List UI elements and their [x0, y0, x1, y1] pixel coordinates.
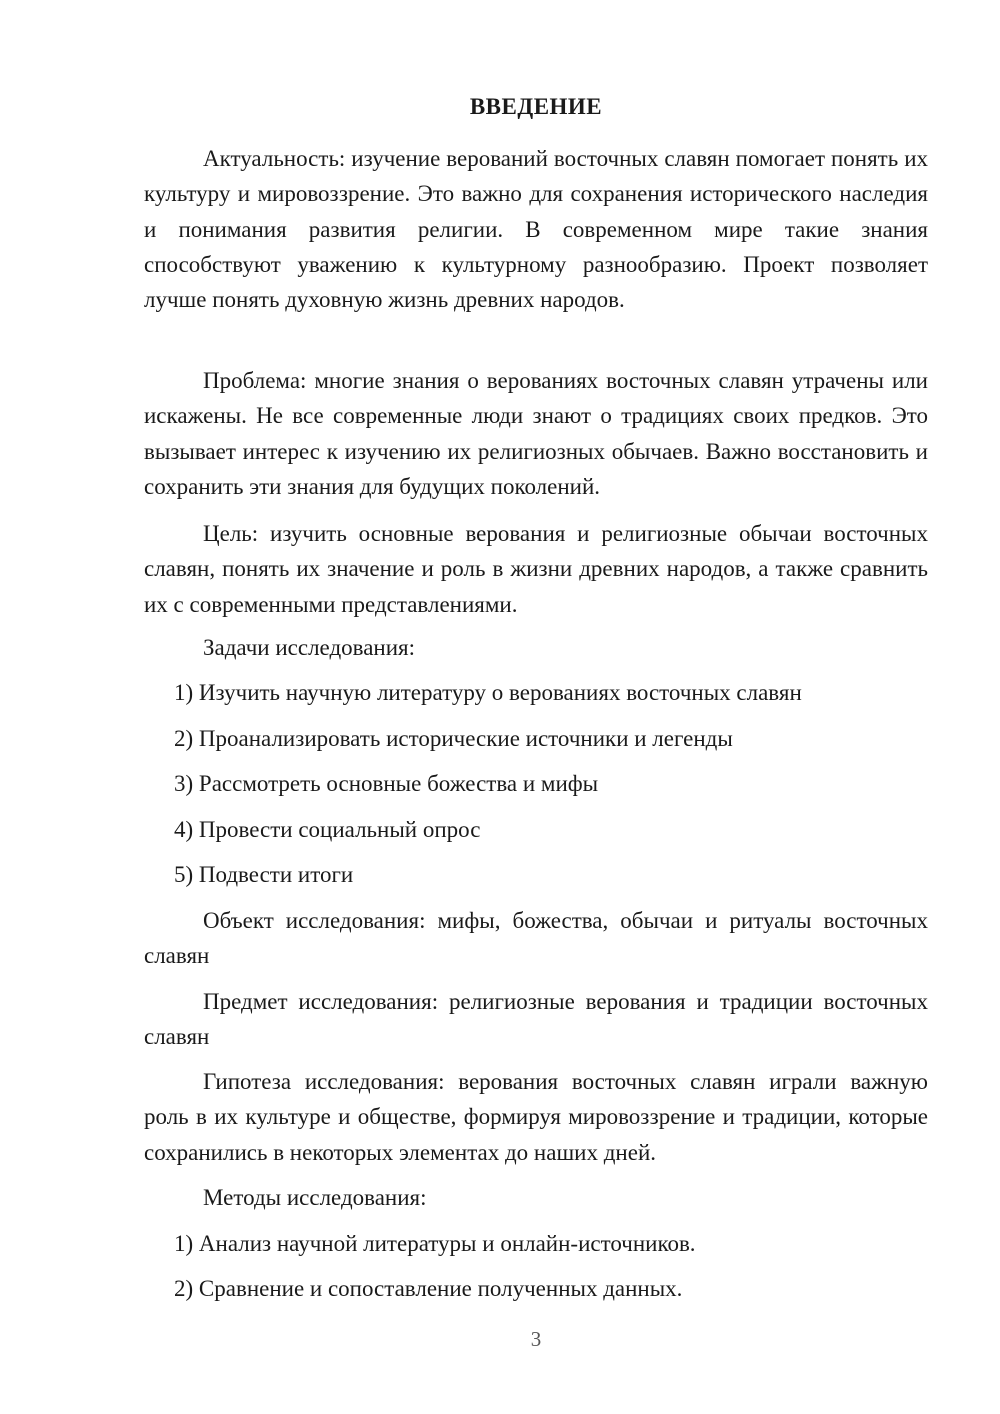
goal-text: Цель: изучить основные верования и религиозные обычаи восточных славян, понять их значение и роль в жизни древних народов, а также сравнить их с современными представлениями. [144, 521, 928, 617]
hypothesis-paragraph [144, 1064, 928, 1170]
task-item-3: 3) Рассмотреть основные божества и мифы [174, 771, 599, 796]
methods-heading: Методы исследования: [203, 1185, 427, 1210]
goal-paragraph [144, 516, 928, 622]
problem-paragraph [144, 363, 928, 504]
subject-text: Предмет исследования: религиозные верования и традиции восточных славян [144, 989, 928, 1050]
problem-text: Проблема: многие знания о верованиях восточных славян утрачены или искажены. Не все современные люди знают о традициях своих предков. Это вызывает интерес к изучению их религиозных обычаев. Важно восстановить и сохранить эти знания для будущих поколений. [144, 368, 928, 499]
tasks-heading: Задачи исследования: [203, 635, 416, 660]
page-title: ВВЕДЕНИЕ [469, 94, 603, 119]
task-item-4: 4) Провести социальный опрос [174, 817, 481, 842]
tasks-heading-paragraph [144, 630, 928, 665]
task-item-1: 1) Изучить научную литературу о верованиях восточных славян [174, 680, 802, 705]
methods-heading-paragraph [144, 1180, 928, 1215]
task-item-2: 2) Проанализировать исторические источники и легенды [174, 726, 733, 751]
subject-paragraph [144, 984, 928, 1055]
relevance-text: Актуальность: изучение верований восточных славян помогает понять их культуру и мировоззрение. Это важно для сохранения исторического наследия и понимания развития религии. В современном мире такие знания способствуют уважению к культурному разнообразию. Проект позволяет лучше понять духовную жизнь древних народов. [144, 146, 928, 313]
object-text: Объект исследования: мифы, божества, обычаи и ритуалы восточных славян [144, 908, 928, 969]
task-item-5: 5) Подвести итоги [174, 862, 354, 887]
object-paragraph [144, 903, 928, 974]
page-number: 3 [530, 1327, 542, 1351]
relevance-paragraph [144, 141, 928, 317]
method-item-1: 1) Анализ научной литературы и онлайн-источников. [174, 1231, 696, 1256]
hypothesis-text: Гипотеза исследования: верования восточных славян играли важную роль в их культуре и обществе, формируя мировоззрение и традиции, которые сохранились в некоторых элементах до наших дней. [144, 1069, 928, 1165]
method-item-2: 2) Сравнение и сопоставление полученных данных. [174, 1276, 683, 1301]
